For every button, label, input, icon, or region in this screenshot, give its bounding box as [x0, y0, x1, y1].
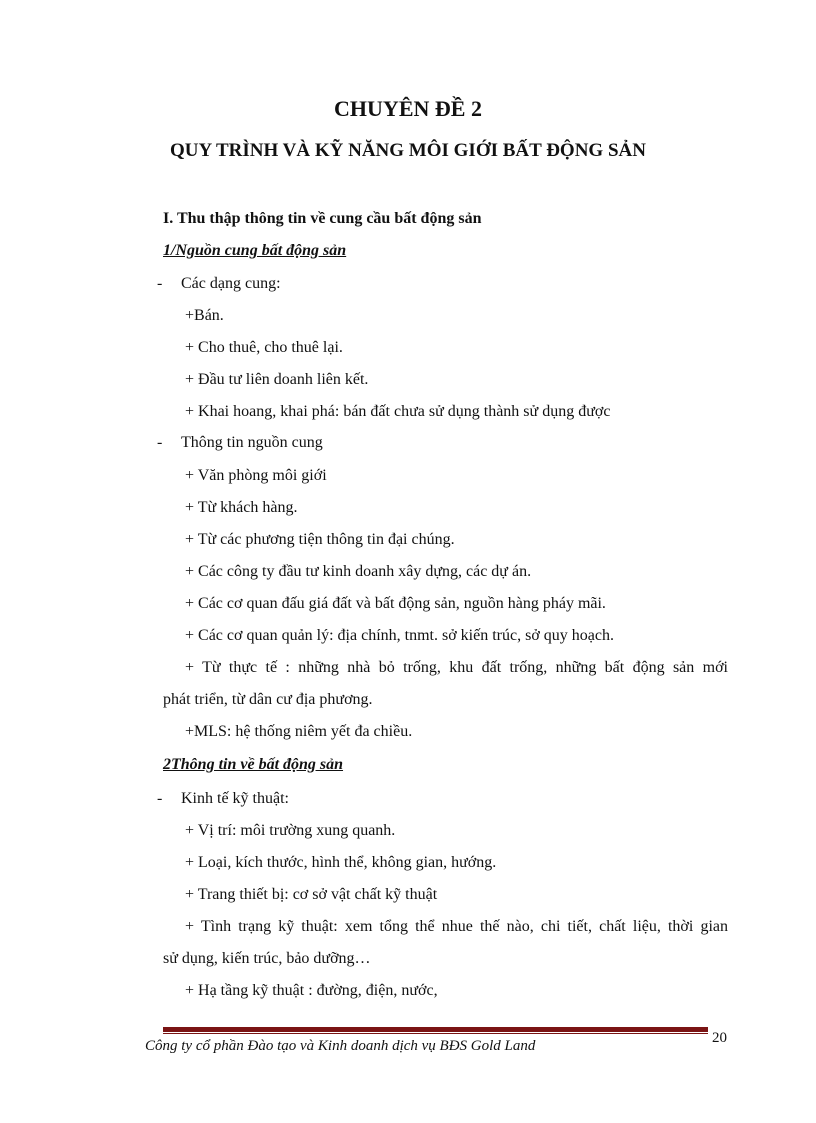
list-item: + Khai hoang, khai phá: bán đất chưa sử dụng thành sử dụng được [185, 403, 611, 420]
list-item: + Cho thuê, cho thuê lại. [185, 339, 343, 356]
list-item: + Các cơ quan đấu giá đất và bất động sản, nguồn hàng pháy mãi. [185, 595, 606, 612]
list-item: + Từ các phương tiện thông tin đại chúng. [185, 531, 455, 548]
subsection-heading-property-info: 2Thông tin về bất động sản [163, 756, 344, 773]
list-item: + Tình trạng kỹ thuật: xem tổng thể nhue thế nào, chi tiết, chất liệu, thời gian [185, 918, 728, 935]
bullet-dash: - [157, 434, 163, 451]
list-label-supply-info: Thông tin nguồn cung [181, 434, 323, 451]
list-item: + Loại, kích thước, hình thể, không gian, hướng. [185, 854, 497, 871]
list-label-technical: Kinh tế kỹ thuật: [181, 790, 289, 807]
section-heading: I. Thu thập thông tin về cung cầu bất động sản [163, 210, 482, 227]
list-item: +MLS: hệ thống niêm yết đa chiều. [185, 723, 413, 740]
list-item: + Trang thiết bị: cơ sở vật chất kỹ thuật [185, 886, 438, 903]
bullet-dash: - [157, 790, 163, 807]
bullet-dash: - [157, 275, 163, 292]
list-item: + Từ khách hàng. [185, 499, 298, 516]
page-title: CHUYÊN ĐỀ 2 [334, 96, 482, 121]
list-item: + Từ thực tế : những nhà bỏ trống, khu đất trống, những bất động sản mới [185, 659, 728, 676]
list-item: + Hạ tầng kỹ thuật : đường, điện, nước, [185, 982, 438, 999]
list-label-supply-types: Các dạng cung: [181, 275, 281, 292]
list-item: + Đầu tư liên doanh liên kết. [185, 371, 369, 388]
footer-divider-thin [163, 1033, 708, 1034]
list-item: + Văn phòng môi giới [185, 467, 327, 484]
list-item: + Các công ty đầu tư kinh doanh xây dựng, các dự án. [185, 563, 532, 580]
list-item-continuation: phát triển, từ dân cư địa phương. [163, 691, 373, 708]
page-number: 20 [712, 1030, 727, 1046]
list-item-continuation: sử dụng, kiến trúc, bảo dưỡng… [163, 950, 371, 967]
footer-divider [163, 1027, 708, 1032]
list-item: + Vị trí: môi trường xung quanh. [185, 822, 396, 839]
page-subtitle: QUY TRÌNH VÀ KỸ NĂNG MÔI GIỚI BẤT ĐỘNG SẢN [170, 140, 646, 161]
footer-company: Công ty cổ phần Đào tạo và Kinh doanh dịch vụ BĐS Gold Land [145, 1038, 536, 1054]
list-item: + Các cơ quan quản lý: địa chính, tnmt. sở kiến trúc, sở quy hoạch. [185, 627, 614, 644]
subsection-heading-supply: 1/Nguồn cung bất động sản [163, 242, 347, 259]
list-item: +Bán. [185, 307, 224, 324]
